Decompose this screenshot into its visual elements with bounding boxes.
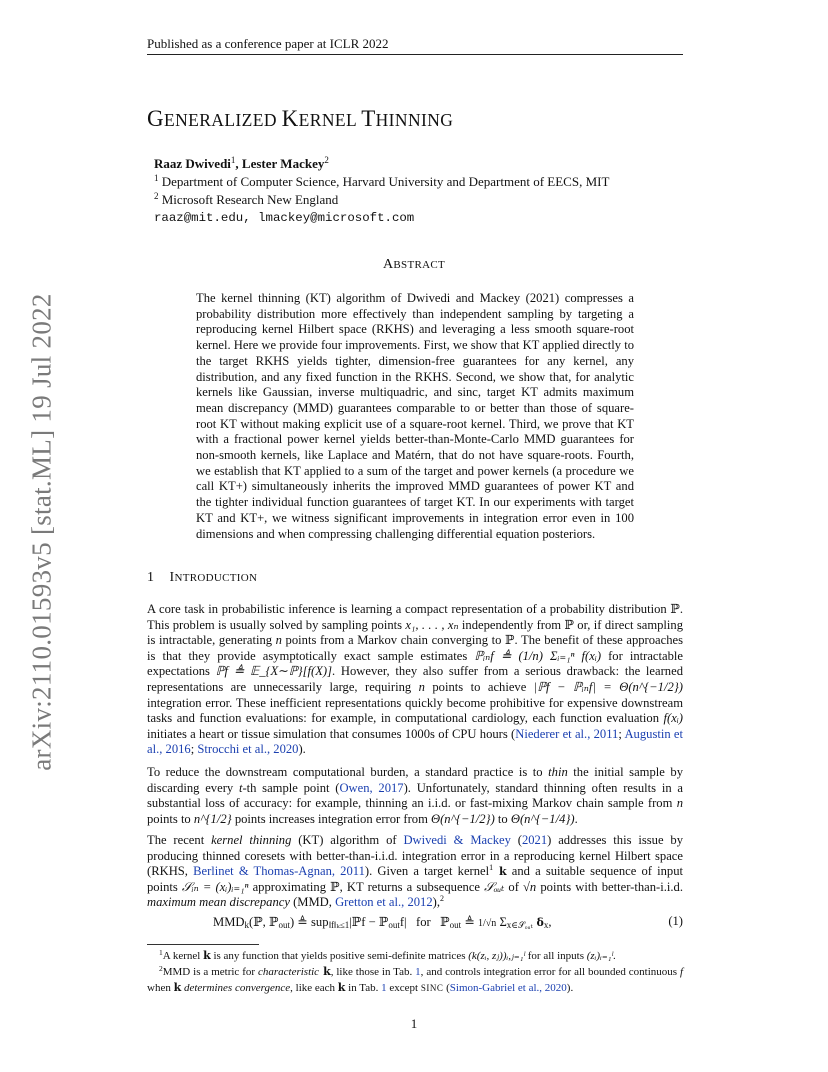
footnote-rule (147, 944, 259, 945)
footnotes (147, 948, 683, 996)
abstract-heading: ABSTRACT (382, 257, 446, 272)
citation-augustin[interactable]: Augustin et al., 2016 (147, 726, 684, 757)
citation-simon-gabriel[interactable]: Simon-Gabriel et al., 2020 (449, 982, 567, 994)
affiliation-2: $^2$ Microsoft Research New England (154, 191, 339, 207)
affiliation-1: $^1$ Department of Computer Science, Harvard University and Department of EECS, MIT (154, 173, 610, 189)
citation-strocchi[interactable]: Strocchi et al., 2020 (197, 742, 299, 757)
intro-paragraph-1: A core task in probabilistic inference is learning a compact representation of a probability distribution ℙ. This problem is usually solved by sampling points x₁, . . . , xₙ independently from ℙ or, if direct sampling is intractable, generating n points from a Markov chain converging to ℙ. The benefit of these approaches is that they provide asymptotically exact sample estimates ℙᵢₙf ≜ (1/n) Σᵢ₌₁ⁿ f(xᵢ) for intractable expectations ℙf ≜ 𝔼_{X∼ℙ}[f(X)]. However, they also suffer from a serious drawback: the learned representations are unnecessarily large, requiring n points to achieve |ℙf − ℙᵢₙf| = Θ(n^{−1/2}) integration error. These inefficient representations quickly become prohibitive for expensive downstream tasks and function evaluations: for example, in computational cardiology, each function evaluation f(xᵢ) initiates a heart or tissue simulation that consumes 1000s of CPU hours (Niederer et al., 2011; Augustin et al., 2016; Strocchi et al., 2020). (147, 602, 684, 757)
citation-berlinet[interactable]: Berlinet & Thomas-Agnan, 2011 (193, 864, 365, 879)
abstract-text: The kernel thinning (KT) algorithm of Dwivedi and Mackey (2021) compresses a probability distribution more effectively than independent sampling by targeting a reproducing kernel Hilbert space (RKHS) and leveraging a less smooth square-root kernel. Here we provide four improvements. First, we show that KT applied directly to the target RKHS yields tighter, dimension-free guarantees for any kernel, any distribution, and any fixed function in the RKHS. Second, we show that, for analytic kernels like Gaussian, inverse multiquadric, and sinc, target KT admits maximum mean discrepancy (MMD) guarantees comparable to or better than those of square-root KT without making explicit use of a square-root kernel. Third, we prove that KT with a fractional power kernel yields better-than-Monte-Carlo MMD guarantees for non-smooth kernels, like Laplace and Matérn, that do not have square-roots. Fourth, we establish that KT applied to a sum of the target and power kernels (a procedure we call KT+) simultaneously inherits the improved MMD guarantees of power KT and the tighter individual function guarantees of target KT. In our experiments with target KT and KT+, we witness significant improvements in integration error even in 100 dimensions and when compressing challenging differential equation posteriors. (196, 291, 634, 541)
arxiv-sidebar (22, 292, 62, 772)
intro-paragraph-2: To reduce the downstream computational burden, a standard practice is to thin the initial sample by discarding every t-th sample point (Owen, 2017). Unfortunately, standard thinning often results in a substantial loss of accuracy: for example, thinning an i.i.d. or fast-mixing Markov chain sample from n points to n^{1/2} points increases integration error from Θ(n^{−1/2}) to Θ(n^{−1/4}). (147, 765, 683, 826)
equation-1 (147, 914, 683, 934)
citation-dwivedi-mackey-year[interactable]: 2021 (521, 833, 548, 847)
section-heading-introduction: 1 INTRODUCTION (147, 570, 258, 585)
header-rule (147, 54, 683, 55)
table-ref-1b[interactable]: 1 (381, 982, 387, 994)
footnote-ref-2[interactable]: 2 (439, 894, 444, 904)
footnote-ref-1[interactable]: 1 (489, 863, 494, 873)
author-block (154, 155, 609, 227)
equation-1-expression: $MMD_k(ℙ$, ℙ$_{out}$) ≜ sup$_{‖f‖_k\le 1}$|ℙf − ℙ$_{out}$f| for ℙ$_{out}$ ≜ 1/√n $\Sigma_{x\in 𝒮_oᵤ_t}$ $\delta_x$, (213, 915, 552, 930)
footnote-1: $^1$A kernel k is any function that yields positive semi-definite matrices (k(zᵢ, zⱼ))ᵢ,ⱼ₌₁ˡ for all inputs (zᵢ)ᵢ₌₁ˡ. (159, 948, 616, 962)
conference-header: Published as a conference paper at ICLR 2022 (147, 36, 389, 51)
citation-owen[interactable]: Owen, 2017 (339, 780, 404, 795)
footnote-2: $^2$MMD is a metric for characteristic k, like those in Tab. 1, and controls integration error for all bounded continuous f when k determines convergence, like each k in Tab. 1 except SINC (Simon-Gabriel et al., 2020). (147, 964, 684, 994)
citation-gretton[interactable]: Gretton et al., 2012 (335, 895, 433, 910)
paper-title: GENERALIZED KERNEL THINNING (147, 106, 454, 131)
author-emails: raaz@mit.edu, lmackey@microsoft.com (154, 211, 415, 225)
citation-niederer[interactable]: Niederer et al., 2011 (515, 726, 619, 741)
author-names: Raaz Dwivedi$^1$, Lester Mackey$^2$ (154, 155, 329, 171)
page-number: 1 (410, 1016, 418, 1031)
citation-dwivedi-mackey[interactable]: Dwivedi & Mackey (403, 833, 511, 847)
table-ref-1[interactable]: 1 (415, 966, 421, 978)
arxiv-identifier: arXiv:2110.01593v5 [stat.ML] 19 Jul 2022 (26, 293, 57, 771)
equation-1-number: (1) (668, 914, 683, 928)
intro-paragraph-3: The recent kernel thinning (KT) algorithm of Dwivedi & Mackey (2021) addresses this issue by producing thinned coresets with better-than-i.i.d. integration error in a reproducing kernel Hilbert space (RKHS, Berlinet & Thomas-Agnan, 2011). Given a target kernel$^1$ k and a suitable sequence of input points 𝒮ᵢₙ = (xᵢ)ᵢ₌₁ⁿ approximating ℙ, KT returns a subsequence 𝒮ₒᵤₜ of √n points with better-than-i.i.d. maximum mean discrepancy (MMD, Gretton et al., 2012),$^2$ (147, 833, 683, 910)
